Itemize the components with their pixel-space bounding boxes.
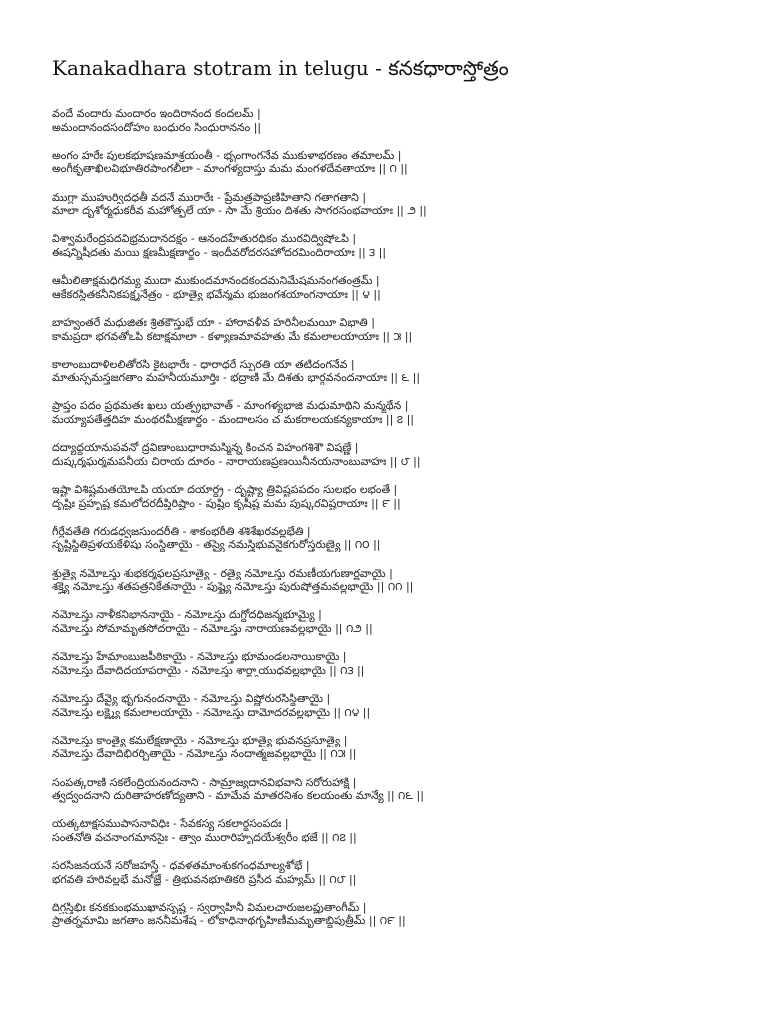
verse-line-first: నమోఽస్తు హేమాంబుజపీఠికాయై - నమోఽస్తు భూమండలనాయికాయై | [52, 650, 347, 664]
verse-block [52, 107, 728, 134]
verse-line-first: ముగ్ధా ముహుర్విదధతీ వదనే మురారేః - ప్రేమత్రపాప్రణిహితాని గతాగతాని | [52, 190, 367, 204]
verse-block [52, 149, 728, 176]
verse-block [52, 358, 728, 385]
verse-line-first: నమోఽస్తు దేవ్యై భృగునందనాయై - నమోఽస్తు విష్ణోరురసిస్థితాయై | [52, 691, 331, 705]
verse-line-first: అంగం హరేః పులకభూషణమాశ్రయంతీ - భృంగాంగనేవ ముకుళాభరణం తమాలమ్ | [52, 148, 402, 162]
verse-line-first: ప్రాప్తం పదం ప్రథమతః ఖలు యత్ప్రభావాత్ - మాంగళ్యభాజి మధుమాథిని మన్మథేన | [52, 399, 409, 413]
verse-block [52, 692, 728, 719]
verse-block [52, 191, 728, 218]
verse-line-first: కాలాంబుదాళిలలితోరసి కైటభారేః - ధారాధరే స్ఫురతి యా తటిదంగనేవ | [52, 357, 355, 371]
verse-block [52, 650, 728, 677]
verse-line-second: ప్రాతర్నమామి జగతాం జననీమశేష - లోకాధినాథగృహిణీమమృతాబ్ధిపుత్రీమ్ || ౧౯ || [52, 914, 406, 928]
verse-line-second: ఈషన్నిషీదతు మయి క్షణమీక్షణార్థం - ఇందీవరోదరసహోదరమిందిరాయాః || ౩ || [52, 245, 387, 259]
verse-line-first: శ్రుత్యై నమోఽస్తు శుభకర్మఫలప్రసూత్యై - రత్యై నమోఽస్తు రమణీయగుణార్ణవాయై | [52, 566, 393, 580]
verse-block [52, 316, 728, 343]
verse-block [52, 274, 728, 301]
verse-block [52, 901, 728, 928]
verse-line-second: అంగీకృతాఖిలవిభూతిరపాంగలీలా - మాంగళ్యదాస్తు మమ మంగళదేవతాయాః || ౧ || [52, 162, 408, 176]
verse-block [52, 817, 728, 844]
verse-block [52, 483, 728, 510]
verse-line-second: భగవతి హరివల్లభే మనోజ్ఞే - త్రిభువనభూతికరి ప్రసీద మహ్యమ్ || ౧౮ || [52, 872, 357, 886]
verse-line-first: దిగ్ఘస్తిభిః కనకకుంభముఖావసృష్ట - స్వర్వాహినీ విమలచారుజలప్లుతాంగీమ్ | [52, 900, 367, 914]
verse-line-first: గీర్దేవతేతి గరుడధ్వజసుందరీతి - శాకంభరీతి శశిశేఖరవల్లభేతి | [52, 524, 311, 538]
verse-line-first: నమోఽస్తు నాళీకనిభాననాయై - నమోఽస్తు దుగ్ధోదధిజన్మభూమ్యై | [52, 608, 322, 622]
page-title: Kanakadhara stotram in telugu - కనకధారాస్తోత్రం [52, 56, 509, 80]
verse-block [52, 567, 728, 594]
verse-line-second: నమోఽస్తు సోమామృతసోదరాయై - నమోఽస్తు నారాయణవల్లభాయై || ౧౨ || [52, 621, 373, 635]
verse-line-first: ఇష్టా విశిష్టమతయోఽపి యయా దయార్ద్ర - దృష్ట్యా త్రివిష్టపపదం సులభం లభంతే | [52, 483, 398, 497]
verse-line-first: నమోఽస్తు కాంత్యై కమలేక్షణాయై - నమోఽస్తు భూత్యై భువనప్రసూత్యై | [52, 733, 348, 747]
verse-line-second: ఆకేకరస్థితకనీనికపక్ష్మనేత్రం - భూత్యై భవేన్మమ భుజంగశయాంగనాయాః || ౪ || [52, 287, 381, 301]
verse-block [52, 859, 728, 886]
verse-line-second: శక్త్యై నమోఽస్తు శతపత్రనికేతనాయై - పుష్ట్యై నమోఽస్తు పురుషోత్తమవల్లభాయై || ౧౧ || [52, 580, 414, 594]
verse-line-second: నమోఽస్తు దేవాదిదయాపరాయై - నమోఽస్తు శార్ఙ్గాయుధవల్లభాయై || ౧౩ || [52, 663, 365, 677]
verse-line-first: దద్యాద్దయానుపవనో ద్రవిణాంబుధారామస్మిన్న కించన విహంగశిశౌ విషణ్ణే | [52, 441, 359, 455]
verse-block [52, 525, 728, 552]
verse-line-second: దుష్కర్మఘర్మమపనీయ చిరాయ దూరం - నారాయణప్రణయినీనయనాంబువాహః || ౮ || [52, 454, 421, 468]
verse-block [52, 441, 728, 468]
verse-line-first: విశ్వామరేంద్రపదవిభ్రమదానదక్షం - ఆనందహేతురధికం మురవిద్విషోఽపి | [52, 232, 357, 246]
verse-block [52, 776, 728, 803]
verse-line-second: సృష్టిస్థితిప్రళయకేళిషు సంస్థితాయై - తస్యై నమస్త్రిభువనైకగురోస్తరుణ్యై || ౧౦ || [52, 538, 381, 552]
verse-line-first: బాహ్వంతరే మధుజితః శ్రితకౌస్తుభే యా - హారావళీవ హరినీలమయీ విభాతి | [52, 315, 375, 329]
verse-line-first: సంపత్కరాణి సకలేంద్రియనందనాని - సామ్రాజ్యదానవిభవాని సరోరుహాక్షి | [52, 775, 357, 789]
verse-line-second: సంతనోతి వచనాంగమానసైః - త్వాం మురారిహృదయేశ్వరీం భజే || ౧౭ || [52, 830, 357, 844]
verse-line-second: మాలా దృశోర్మధుకరీవ మహోత్పలే యా - సా మే శ్రియం దిశతు సాగరసంభవాయాః || ౨ || [52, 204, 427, 218]
verse-line-second: కామప్రదా భగవతోఽపి కటాక్షమాలా - కళ్యాణమావహతు మే కమలాలయాయాః || ౫ || [52, 329, 413, 343]
verse-line-second: అమందానందసందోహం బంధురం సింధురాననం || [52, 120, 262, 134]
verse-line-second: దృష్టిః ప్రహృష్ట కమలోదరదీప్తిరిష్టాం - పుష్టిం కృషీష్ట మమ పుష్కరవిష్టరాయాః || ౯ || [52, 496, 401, 510]
verse-block [52, 734, 728, 761]
verse-line-first: ఆమీలితాక్షమధిగమ్య ముదా ముకుందమానందకందమనిమేషమనంగతంత్రమ్ | [52, 274, 380, 288]
verse-line-second: నమోఽస్తు లక్ష్మ్యై కమలాలయాయై - నమోఽస్తు దామోదరవల్లభాయై || ౧౪ || [52, 705, 371, 719]
verse-line-first: సరసిజనయనే సరోజహస్తే - ధవళతమాంశుకగంధమాల్యశోభే | [52, 859, 310, 873]
verse-line-second: మాతుస్సమస్తజగతాం మహనీయమూర్తిః - భద్రాణి మే దిశతు భార్గవనందనాయాః || ౬ || [52, 371, 421, 385]
verse-line-first: వందే వందారు మందారం ఇందిరానంద కందలమ్ | [52, 107, 261, 120]
verse-line-second: నమోఽస్తు దేవాదిభిరర్చితాయై - నమోఽస్తు నందాత్మజవల్లభాయై || ౧౫ || [52, 747, 357, 761]
verse-list [52, 107, 728, 928]
verse-line-second: మయ్యాపతేత్తదిహ మంథరమీక్షణార్థం - మందాలసం చ మకరాలయకన్యకాయాః || ౭ || [52, 413, 414, 427]
verse-block [52, 399, 728, 426]
verse-block [52, 232, 728, 259]
verse-line-second: త్వద్వందనాని దురితాహరణోద్యతాని - మామేవ మాతరనిశం కలయంతు మాన్యే || ౧౬ || [52, 789, 424, 803]
verse-block [52, 608, 728, 635]
verse-line-first: యత్కటాక్షసముపాసనావిధిః - సేవకస్య సకలార్థసంపదః | [52, 817, 289, 831]
